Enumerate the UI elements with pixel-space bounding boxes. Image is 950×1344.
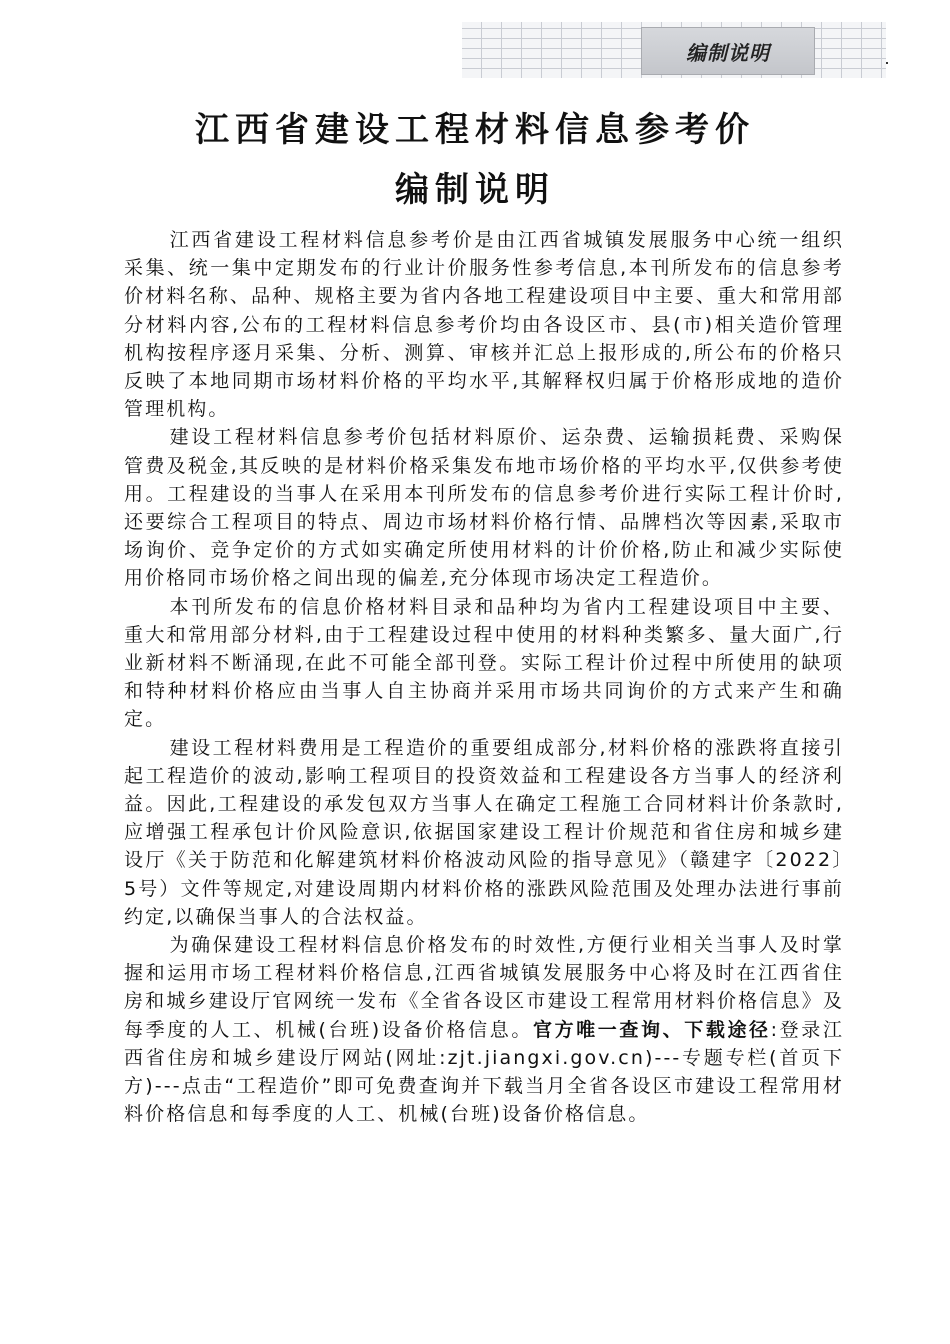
official-channel-label: 官方唯一查询、下载途径 <box>532 1018 771 1041</box>
paragraph-2: 建设工程材料信息参考价包括材料原价、运杂费、运输损耗费、采购保管费及税金,其反映的是材料价格采集发布地市场价格的平均水平,仅供参考使用。工程建设的当事人在采用本刊所发布的信息参考价进行实际工程计价时,还要综合工程项目的特点、周边市场材料价格行情、品牌档次等因素,采取市场询价、竞争定价的方式如实确定所使用材料的计价价格,防止和减少实际使用价格同市场价格之间出现的偏差,充分体现市场决定工程造价。 <box>124 426 844 590</box>
paragraph-1: 江西省建设工程材料信息参考价是由江西省城镇发展服务中心统一组织采集、统一集中定期发布的行业计价服务性参考信息,本刊所发布的信息参考价材料名称、品种、规格主要为省内各地工程建设项目中主要、重大和常用部分材料内容,公布的工程材料信息参考价均由各设区市、县(市)相关造价管理机构按程序逐月采集、分析、测算、审核并汇总上报形成的,所公布的价格只反映了本地同期市场材料价格的平均水平,其解释权归属于价格形成地的造价管理机构。 <box>124 229 844 421</box>
paragraph-4: 建设工程材料费用是工程造价的重要组成部分,材料价格的涨跌将直接引起工程造价的波动,影响工程项目的投资效益和工程建设各方当事人的经济利益。因此,工程建设的承发包双方当事人在确定工程施工合同材料计价条款时,应增强工程承包计价风险意识,依据国家建设工程计价规范和省住房和城乡建设厅《关于防范和化解建筑材料价格波动风险的指导意见》（赣建字〔2022〕5号）文件等规定,对建设周期内材料价格的涨跌风险范围及处理办法进行事前约定,以确保当事人的合法权益。 <box>124 736 844 928</box>
paragraph-5 <box>124 931 844 1128</box>
header-dot <box>886 62 888 64</box>
section-label: 编制说明 <box>641 27 815 75</box>
document-title: 江西省建设工程材料信息参考价 <box>195 110 755 150</box>
document-body <box>124 226 844 1129</box>
paragraph-3: 本刊所发布的信息价格材料目录和品种均为省内工程建设项目中主要、重大和常用部分材料,由于工程建设过程中使用的材料种类繁多、量大面广,行业新材料不断涌现,在此不可能全部刊登。实际工程计价过程中所使用的缺项和特种材料价格应由当事人自主协商并采用市场共同询价的方式来产生和确定。 <box>124 595 844 731</box>
paragraph-5-text: 为确保建设工程材料信息价格发布的时效性,方便行业相关当事人及时掌握和运用市场工程材料价格信息,江西省城镇发展服务中心将及时在江西省住房和城乡建设厅官网统一发布《全省各设区市建设工程常用材料价格信息》及每季度的人工、机械(台班)设备价格信息。 <box>124 934 844 1041</box>
paragraph-5-text-tail: :登录江西省住房和城乡建设厅网站(网址:zjt.jiangxi.gov.cn)---专题专栏(首页下方)---点击“工程造价”即可免费查询并下载当月全省各设区市建设工程常用材料价格信息和每季度的人工、机械(台班)设备价格信息。 <box>124 1018 844 1126</box>
document-subtitle: 编制说明 <box>395 170 555 210</box>
